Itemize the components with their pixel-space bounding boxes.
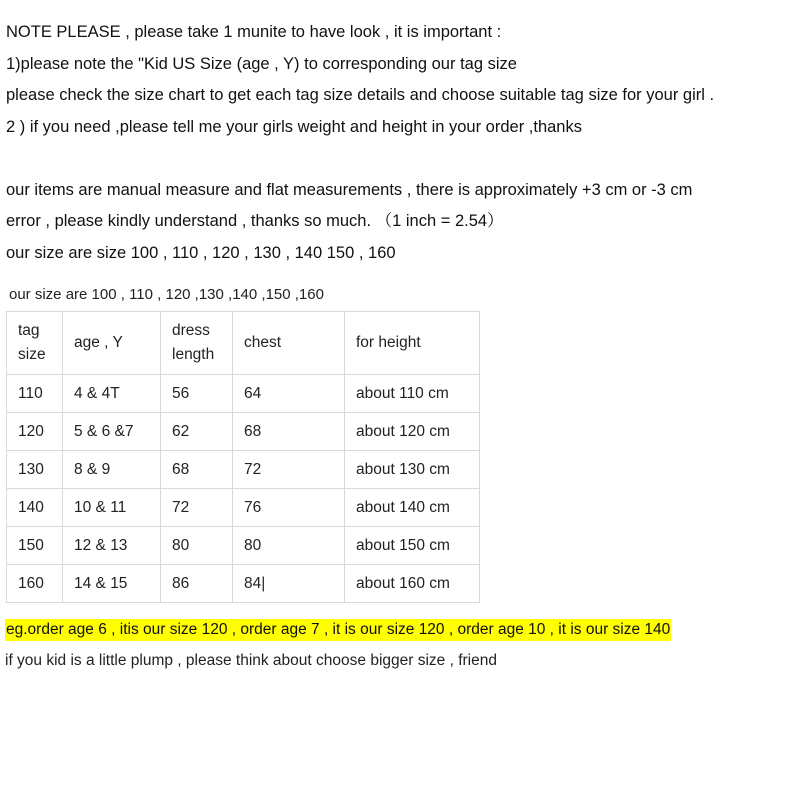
table-row bbox=[7, 451, 480, 489]
table-row bbox=[7, 413, 480, 451]
cell-age: 10 & 11 bbox=[63, 489, 161, 527]
example-note-highlighted: eg.order age 6 , itis our size 120 , order age 7 , it is our size 120 , order age 10 , it is our size 140 bbox=[5, 619, 671, 641]
cell-tag-size: 140 bbox=[7, 489, 63, 527]
cell-chest: 84| bbox=[233, 565, 345, 603]
cell-chest: 72 bbox=[233, 451, 345, 489]
cell-height: about 120 cm bbox=[345, 413, 480, 451]
cell-tag-size: 150 bbox=[7, 527, 63, 565]
size-chart-table bbox=[6, 311, 480, 603]
size-notes bbox=[6, 17, 796, 269]
table-header-row bbox=[7, 312, 480, 375]
cell-tag-size: 110 bbox=[7, 375, 63, 413]
header-chest: chest bbox=[233, 312, 345, 375]
note-line-size-mapping: 1)please note the "Kid US Size (age , Y) to corresponding our tag size bbox=[6, 54, 517, 73]
header-tag-size-line2: size bbox=[18, 346, 46, 363]
table-row bbox=[7, 489, 480, 527]
cell-age: 5 & 6 &7 bbox=[63, 413, 161, 451]
cell-dress-length: 86 bbox=[161, 565, 233, 603]
cell-chest: 64 bbox=[233, 375, 345, 413]
cell-height: about 110 cm bbox=[345, 375, 480, 413]
cell-height: about 160 cm bbox=[345, 565, 480, 603]
cell-dress-length: 68 bbox=[161, 451, 233, 489]
table-row bbox=[7, 375, 480, 413]
note-line-measurements: our items are manual measure and flat measurements , there is approximately +3 cm or -3 cm bbox=[6, 180, 693, 199]
cell-tag-size: 130 bbox=[7, 451, 63, 489]
cell-dress-length: 62 bbox=[161, 413, 233, 451]
table-row bbox=[7, 565, 480, 603]
cell-chest: 68 bbox=[233, 413, 345, 451]
advice-note: if you kid is a little plump , please think about choose bigger size , friend bbox=[5, 652, 497, 669]
header-tag-size bbox=[7, 312, 63, 375]
note-spacer bbox=[6, 143, 796, 175]
table-row bbox=[7, 527, 480, 565]
cell-age: 12 & 13 bbox=[63, 527, 161, 565]
header-tag-size-line1: tag bbox=[18, 322, 40, 339]
cell-height: about 130 cm bbox=[345, 451, 480, 489]
header-dress-length-line2: length bbox=[172, 346, 215, 363]
cell-chest: 76 bbox=[233, 489, 345, 527]
header-height: for height bbox=[345, 312, 480, 375]
note-line-check-chart: please check the size chart to get each tag size details and choose suitable tag size for your girl . bbox=[6, 86, 715, 104]
table-caption: our size are 100 , 110 , 120 ,130 ,140 ,150 ,160 bbox=[9, 286, 324, 303]
note-line-error: error , please kindly understand , thanks so much. （1 inch = 2.54） bbox=[6, 212, 504, 230]
cell-age: 14 & 15 bbox=[63, 565, 161, 603]
cell-height: about 140 cm bbox=[345, 489, 480, 527]
note-line-sizes: our size are size 100 , 110 , 120 , 130 , 140 150 , 160 bbox=[6, 243, 396, 262]
header-age: age , Y bbox=[63, 312, 161, 375]
note-line-weight-height: 2 ) if you need ,please tell me your girls weight and height in your order ,thanks bbox=[6, 117, 582, 136]
cell-dress-length: 56 bbox=[161, 375, 233, 413]
header-dress-length-line1: dress bbox=[172, 322, 210, 339]
cell-chest: 80 bbox=[233, 527, 345, 565]
cell-tag-size: 160 bbox=[7, 565, 63, 603]
note-line-important: NOTE PLEASE , please take 1 munite to have look , it is important : bbox=[6, 23, 502, 41]
cell-tag-size: 120 bbox=[7, 413, 63, 451]
cell-height: about 150 cm bbox=[345, 527, 480, 565]
header-dress-length bbox=[161, 312, 233, 375]
cell-dress-length: 80 bbox=[161, 527, 233, 565]
cell-age: 8 & 9 bbox=[63, 451, 161, 489]
cell-dress-length: 72 bbox=[161, 489, 233, 527]
cell-age: 4 & 4T bbox=[63, 375, 161, 413]
